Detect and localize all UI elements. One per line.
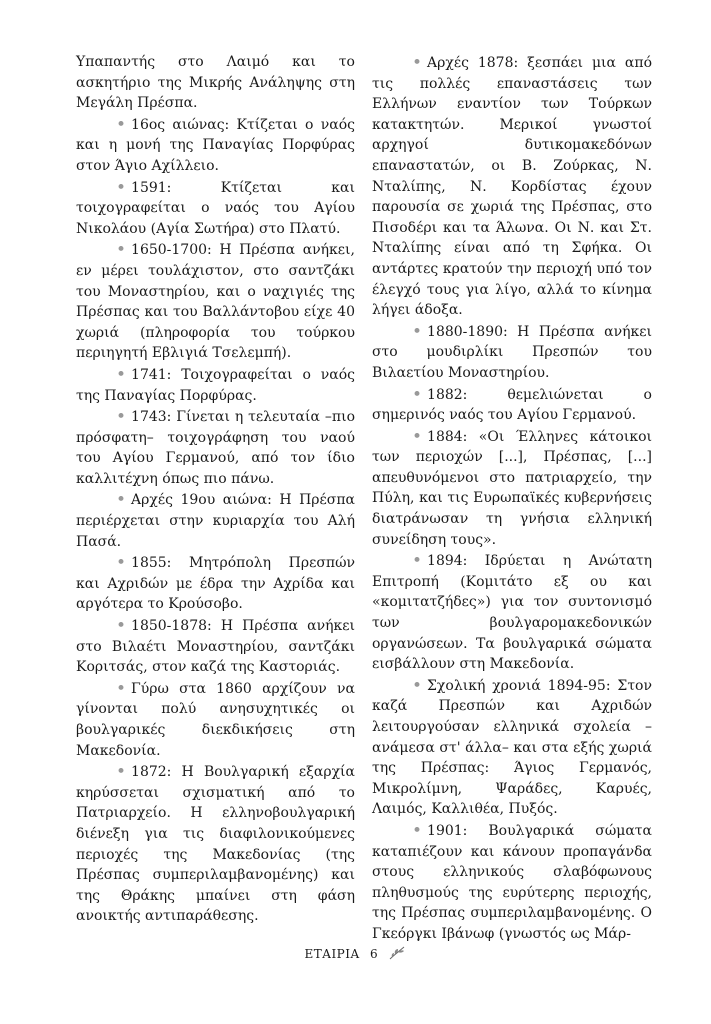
leaf-ornament-icon (388, 945, 406, 961)
chronology-item: • 1884: «Οι Έλληνες κάτοικοι των περιοχών [...], Πρέσπας, [...] απευθυνόμενοι στο πατριαρχείο, την Πύλη, και τις Ευρωπαϊκές κυβερνήσεις διατράνωσαν τη γνήσια ελληνική συνείδηση τους». (372, 426, 652, 551)
page-number: 6 (370, 947, 379, 961)
chronology-item: • 16ος αιώνας: Κτίζεται ο ναός και η μονή της Παναγίας Πορφύρας στον Άγιο Αχίλλειο. (76, 114, 355, 177)
page-footer (0, 945, 711, 961)
right-column (372, 52, 652, 945)
chronology-item: • 1591: Κτίζεται και τοιχογραφείται ο ναός του Αγίου Νικολάου (Αγία Σωτήρα) στο Πλατύ. (76, 177, 355, 240)
chronology-item: • Σχολική χρονιά 1894-95: Στον καζά Πρεσπών και Αχριδών λειτουργούσαν ελληνικά σχολεία –ανάμεσα στ' άλλα– και στα εξής χωριά της Πρέσπας: Άγιος Γερμανός, Μικρολίμνη, Ψαράδες, Καρυές, Λαιμός, Καλλιθέα, Πυξός. (372, 675, 652, 820)
chronology-item: • Αρχές 1878: ξεσπάει μια από τις πολλές επαναστάσεις των Ελλήνων εναντίον των Τούρκων κατακτητών. Μερικοί γνωστοί αρχηγοί δυτικομακεδόνων επαναστατών, οι Β. Ζούρκας, Ν. Νταλίπης, Ν. Κορδίστας έχουν παρουσία σε χωριά της Πρέσπας, στο Πισοδέρι και τα Άλωνα. Οι Ν. και Στ. Νταλίπης είναι από τη Σφήκα. Οι αντάρτες κρατούν την περιοχή υπό τον έλεγχό τους για λίγο, αλλά το κίνημα λήγει άδοξα. (372, 52, 652, 321)
left-column (76, 52, 355, 927)
paragraph: Υπαπαντής στο Λαιμό και το ασκητήριο της Μικρής Ανάληψης στη Μεγάλη Πρέσπα. (76, 54, 355, 112)
chronology-item: • 1850-1878: Η Πρέσπα ανήκει στο Βιλαέτι Μοναστηρίου, σαντζάκι Κοριτσάς, στον καζά της Καστοριάς. (76, 615, 355, 678)
chronology-item: • 1901: Βουλγαρικά σώματα καταπιέζουν και κάνουν προπαγάνδα στους ελληνικούς σλαβόφωνους πληθυσμούς της ευρύτερης περιοχής, της Πρέσπας συμπεριλαμβανομένης. Ο Γκεόργκι Ιβάνωφ (γνωστός ως Μάρ- (372, 820, 652, 945)
chronology-item: • Γύρω στα 1860 αρχίζουν να γίνονται πολύ ανησυχητικές οι βουλγαρικές διεκδικήσεις στη Μακεδονία. (76, 678, 355, 761)
footer-label: ΕΤΑΙΡΙΑ (304, 947, 360, 961)
chronology-item: • 1894: Ιδρύεται η Ανώτατη Επιτροπή (Κομιτάτο εξ ου και «κομιτατζήδες») για τον συντονισμό των βουλγαρομακεδονικών οργανώσεων. Τα βουλγαρικά σώματα εισβάλλουν στη Μακεδονία. (372, 550, 652, 675)
chronology-item: • 1882: θεμελιώνεται ο σημερινός ναός του Αγίου Γερμανού. (372, 384, 652, 426)
chronology-item: • Αρχές 19ου αιώνα: Η Πρέσπα περιέρχεται στην κυριαρχία του Αλή Πασά. (76, 489, 355, 552)
chronology-item: • 1741: Τοιχογραφείται ο ναός της Παναγίας Πορφύρας. (76, 364, 355, 406)
chronology-item: • 1880-1890: Η Πρέσπα ανήκει στο μουδιρλίκι Πρεσπών του Βιλαετίου Μοναστηρίου. (372, 321, 652, 384)
chronology-item: • 1650-1700: Η Πρέσπα ανήκει, εν μέρει τουλάχιστον, στο σαντζάκι του Μοναστηρίου, και ο ναχιγιές της Πρέσπας και του Βαλλάντοβου είχε 40 χωριά (πληροφορία του τούρκου περιηγητή Εβλιγιά Τσελεμπή). (76, 239, 355, 364)
chronology-item: • 1743: Γίνεται η τελευταία –πιο πρόσφατη– τοιχογράφηση του ναού του Αγίου Γερμανού, από τον ίδιο καλλιτέχνη όπως πιο πάνω. (76, 406, 355, 489)
chronology-item: • 1872: Η Βουλγαρική εξαρχία κηρύσσεται σχισματική από το Πατριαρχείο. Η ελληνοβουλγαρική διένεξη για τις διαφιλονικούμενες περιοχές της Μακεδονίας (της Πρέσπας συμπεριλαμβανομένης) και της Θράκης μπαίνει στη φάση ανοικτής αντιπαράθεσης. (76, 761, 355, 927)
chronology-item: • 1855: Μητρόπολη Πρεσπών και Αχριδών με έδρα την Αχρίδα και αργότερα το Κρούσοβο. (76, 552, 355, 615)
